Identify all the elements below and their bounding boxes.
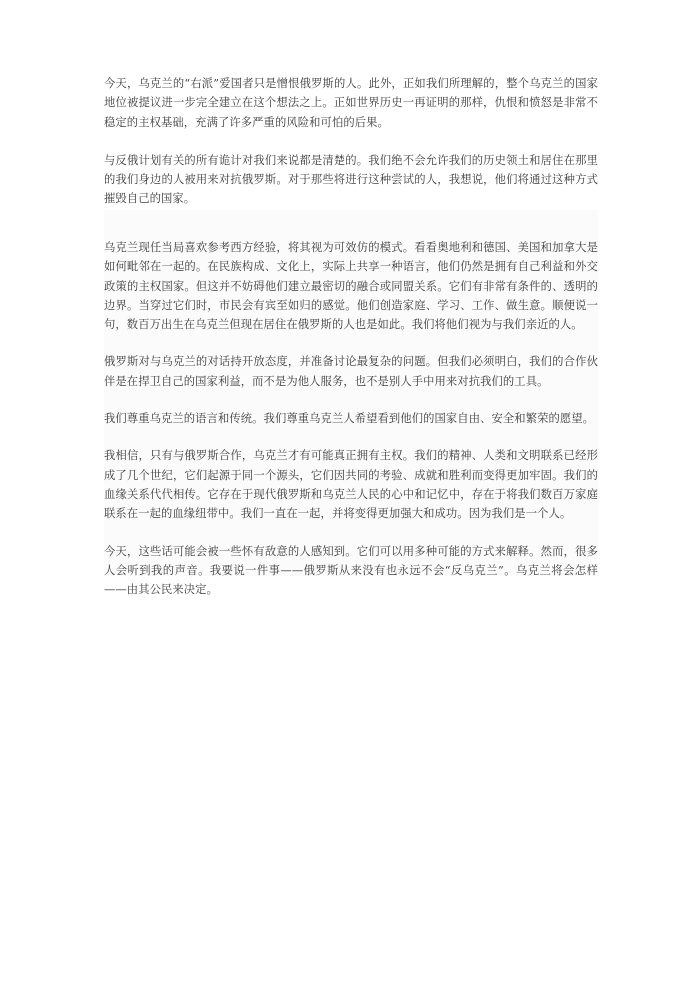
- paragraph: 俄罗斯对与乌克兰的对话持开放态度，并准备讨论最复杂的问题。但我们必须明白，我们的合作伙伴是在捍卫自己的国家利益，而不是为他人服务，也不是别人手中用来对抗我们的工具。: [104, 355, 598, 388]
- paragraph: 今天，乌克兰的“右派”爱国者只是憎恨俄罗斯的人。此外，正如我们所理解的，整个乌克兰的国家地位被提议进一步完全建立在这个想法之上。正如世界历史一再证明的那样，仇恨和愤怒是非常不稳定的主权基础，充满了许多严重的风险和可怕的后果。: [104, 77, 598, 129]
- text-section-upper: [104, 74, 598, 228]
- paragraph: 与反俄计划有关的所有诡计对我们来说都是清楚的。我们绝不会允许我们的历史领土和居住在那里的我们身边的人被用来对抗俄罗斯。对于那些将进行这种尝试的人，我想说，他们将通过这种方式摧毁自己的国家。: [104, 153, 598, 206]
- paragraph: 我相信，只有与俄罗斯合作，乌克兰才有可能真正拥有主权。我们的精神、人类和文明联系已经形成了几个世纪，它们起源于同一个源头，它们因共同的考验、成就和胜利而变得更加牢固。我们的血缘关系代代相传。它存在于现代俄罗斯和乌克兰人民的心中和记忆中，存在于将我们数百万家庭联系在一起的血缘纽带中。我们一直在一起，并将变得更加强大和成功。因为我们是一个人。: [104, 449, 598, 521]
- text-section-lower: [104, 210, 598, 597]
- paragraph: 我们尊重乌克兰的语言和传统。我们尊重乌克兰人希望看到他们的国家自由、安全和繁荣的愿望。: [104, 412, 595, 426]
- paragraph: 今天，这些话可能会被一些怀有敌意的人感知到。它们可以用多种可能的方式来解释。然而，很多人会听到我的声音。我要说一件事——俄罗斯从来没有也永远不会“反乌克兰”。乌克兰将会怎样——由其公民来决定。: [104, 544, 598, 597]
- paragraph: 乌克兰现任当局喜欢参考西方经验，将其视为可效仿的模式。看看奥地利和德国、美国和加拿大是如何毗邻在一起的。在民族构成、文化上，实际上共享一种语言，他们仍然是拥有自己利益和外交政策的主权国家。但这并不妨碍他们建立最密切的融合或同盟关系。它们有非常有条件的、透明的边界。当穿过它们时，市民会有宾至如归的感觉。他们创造家庭、学习、工作、做生意。顺便说一句，数百万出生在乌克兰但现在居住在俄罗斯的人也是如此。我们将他们视为与我们亲近的人。: [104, 241, 598, 332]
